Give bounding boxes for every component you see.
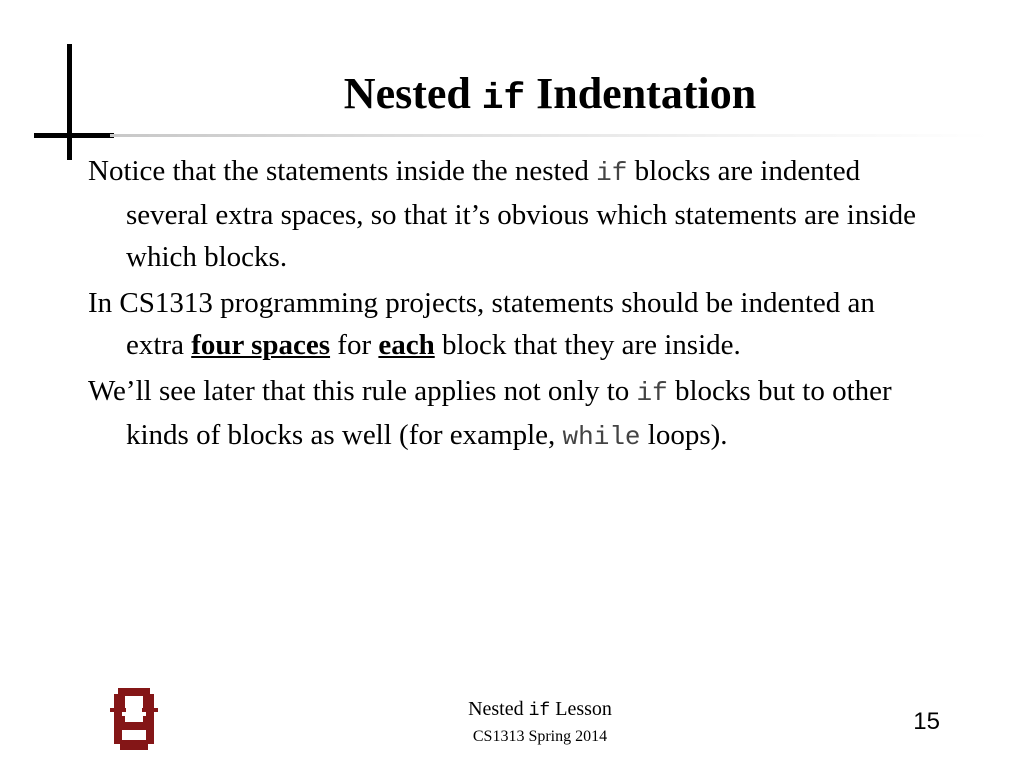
paragraph-3-text-2: blocks but to other kinds of blocks as well (for example, [126, 375, 892, 451]
paragraph-3-text-1: We’ll see later that this rule applies not only to [88, 375, 630, 407]
title-suffix: Indentation [536, 69, 757, 118]
paragraph-1-text-1: Notice that the statements inside the nested [88, 155, 589, 187]
paragraph-2-text-2: for [337, 329, 372, 361]
footer-title-suffix: Lesson [555, 698, 612, 720]
decorative-horizontal-line [34, 133, 114, 138]
slide-body [88, 150, 938, 462]
footer-title-code: if [528, 701, 551, 721]
page-number: 15 [913, 708, 940, 735]
paragraph-1 [88, 150, 938, 278]
slide-footer [380, 696, 700, 748]
title-prefix: Nested [343, 69, 471, 118]
paragraph-2-text-3: block that they are inside. [442, 329, 741, 361]
decorative-vertical-line [67, 44, 72, 160]
paragraph-3-text-3: loops). [647, 419, 728, 451]
paragraph-1-text-2: blocks are indented several extra spaces, so that it’s obvious which statements are inside which blocks. [126, 155, 917, 273]
paragraph-1-code-1: if [596, 158, 628, 188]
paragraph-2-emphasis-2: each [378, 329, 435, 361]
paragraph-3-code-1: if [636, 378, 668, 408]
title-underline-gradient [110, 134, 990, 137]
footer-title [380, 696, 700, 724]
paragraph-3 [88, 370, 938, 458]
footer-subtitle: CS1313 Spring 2014 [472, 728, 608, 745]
paragraph-2-text-1: In CS1313 programming projects, statements should be indented an extra [88, 287, 875, 361]
ou-logo-icon [108, 686, 160, 754]
paragraph-2 [88, 282, 938, 366]
footer-title-prefix: Nested [468, 698, 524, 720]
paragraph-2-emphasis-1: four spaces [191, 329, 331, 361]
slide-title [180, 66, 920, 127]
title-code: if [481, 78, 526, 119]
paragraph-3-code-2: while [562, 422, 641, 452]
